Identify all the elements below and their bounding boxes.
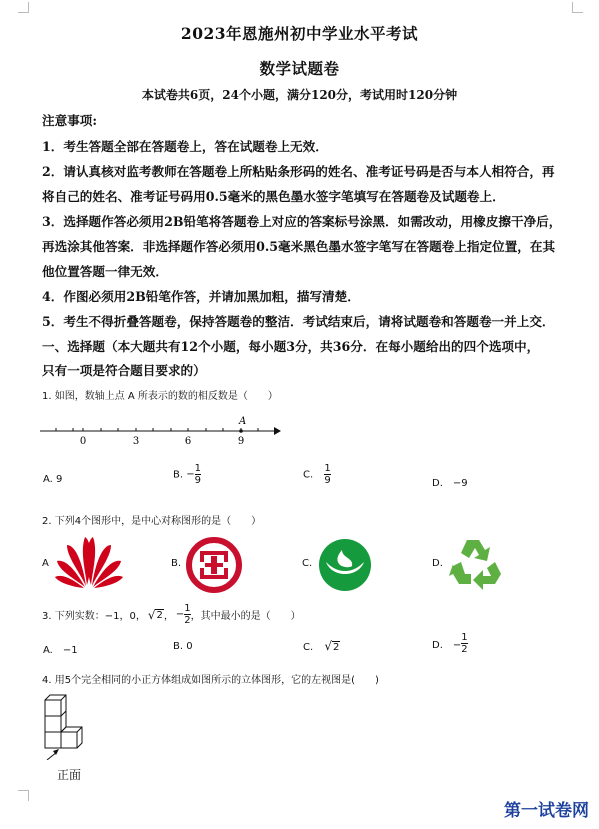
frac-denominator: 9 [324, 475, 331, 486]
q3-option-d [432, 632, 468, 655]
icbc-logo [185, 536, 243, 594]
q3-option-c-prefix: C. [303, 642, 314, 653]
tick-label-0: 0 [79, 436, 87, 447]
q3-option-c [303, 639, 340, 653]
q3-stem-sign: − [175, 609, 185, 620]
notice-item-5: 5．考生不得折叠答题卷，保持答题卷的整洁．考试结束后，请将试题卷和答题卷一并上交． [42, 314, 555, 329]
q3-option-d-prefix: D. − [432, 640, 462, 651]
q3-stem-a: 3. 下列实数：−1，0， [42, 611, 146, 622]
q1-option-c-fraction [324, 463, 330, 486]
frac-denominator: 9 [194, 475, 201, 486]
corner-mark-top-left [18, 2, 29, 13]
notice-heading: 注意事项: [42, 113, 98, 128]
front-view-label: 正面 [57, 768, 82, 782]
q1-option-b-prefix: B. [173, 469, 184, 481]
frac-denominator: 2 [184, 615, 191, 626]
green-circle-logo [318, 538, 372, 592]
notice-item-3: 3．选择题作答必须用2B铅笔将答题卷上对应的答案标号涂黑．如需改动，用橡皮擦干净后， [42, 214, 562, 229]
sqrt-symbol: √ [147, 607, 156, 622]
site-watermark: 第一试卷网 [504, 801, 589, 821]
q2-option-b-label: B. [171, 558, 182, 569]
q3-option-b: B. 0 [173, 641, 193, 652]
notice-item-3-cont: 再选涂其他答案．非选择题作答必须用0.5毫米黑色墨水签字笔写在答题卷上指定位置，在其 [42, 239, 556, 254]
sqrt-value: 2 [156, 609, 163, 621]
notice-item-4: 4．作图必须用2B铅笔作答，并请加黑加粗，描写清楚． [42, 289, 360, 304]
q1-option-b-sign: − [186, 469, 195, 480]
q3-stem-b: ， [163, 611, 174, 622]
q1-option-c-prefix: C. [303, 469, 314, 481]
q2-option-d-label: D. [432, 558, 443, 569]
recycle-logo [447, 534, 507, 592]
frac-numerator: 1 [461, 632, 468, 643]
notice-item-1: 1．考生答题全部在答题卷上，答在试题卷上无效． [42, 139, 328, 154]
tick-label-6: 6 [184, 436, 192, 447]
frac-numerator: 1 [184, 603, 191, 614]
q2-option-a-label: A [42, 558, 49, 569]
q4-stem: 4. 用5个完全相同的小正方体组成如图所示的立体图形，它的左视图是( ) [42, 675, 379, 686]
corner-mark-bottom-left [18, 790, 29, 801]
q2-stem: 2. 下列4个图形中，是中心对称图形的是（ ） [42, 516, 262, 527]
point-a-dot [239, 429, 243, 433]
q1-option-a: A. 9 [43, 474, 63, 485]
sqrt-symbol: √ [324, 639, 333, 653]
tick-label-9: 9 [237, 436, 245, 447]
exam-info: 本试卷共6页，24个小题，满分120分，考试用时120分钟 [141, 88, 458, 102]
q1-option-d: D. −9 [432, 478, 468, 489]
sqrt-value: 2 [333, 642, 340, 653]
q1-option-b [173, 463, 201, 486]
number-line [38, 410, 283, 450]
frac-numerator: 1 [324, 463, 331, 474]
section-heading-line1: 一、选择题（本大题共有12个小题，每小题3分，共36分．在每小题给出的四个选项中， [42, 339, 540, 354]
point-a-label: A [239, 416, 247, 427]
q3-option-d-fraction [461, 632, 467, 655]
page-subtitle: 数学试题卷 [259, 59, 340, 78]
huawei-logo [54, 533, 124, 591]
corner-mark-top-right [572, 2, 583, 13]
section-heading-line2: 只有一项是符合题目要求的） [42, 363, 206, 378]
q3-stem [42, 603, 301, 626]
frac-denominator: 2 [461, 644, 468, 655]
q1-stem: 1. 如图，数轴上点 A 所表示的数的相反数是（ ） [42, 391, 278, 402]
page-title: 2023年恩施州初中学业水平考试 [180, 24, 419, 43]
notice-item-2-cont: 将自己的姓名、准考证号码用0.5毫米的黑色墨水签字笔填写在答题卷及试题卷上． [42, 189, 505, 204]
q1-option-c [303, 463, 331, 486]
q2-option-c-label: C. [302, 558, 313, 569]
frac-numerator: 1 [194, 463, 201, 474]
q1-option-b-fraction [195, 463, 201, 486]
cube-figure [40, 690, 100, 760]
notice-item-3-cont2: 他位置答题一律无效． [42, 264, 168, 279]
q3-option-a: A. −1 [43, 645, 78, 656]
notice-item-2: 2．请认真核对监考教师在答题卷上所粘贴条形码的姓名、准考证号码是否与本人相符合，再 [42, 164, 555, 179]
q3-stem-c: ，其中最小的是（ ） [190, 611, 301, 622]
tick-label-3: 3 [132, 436, 140, 447]
